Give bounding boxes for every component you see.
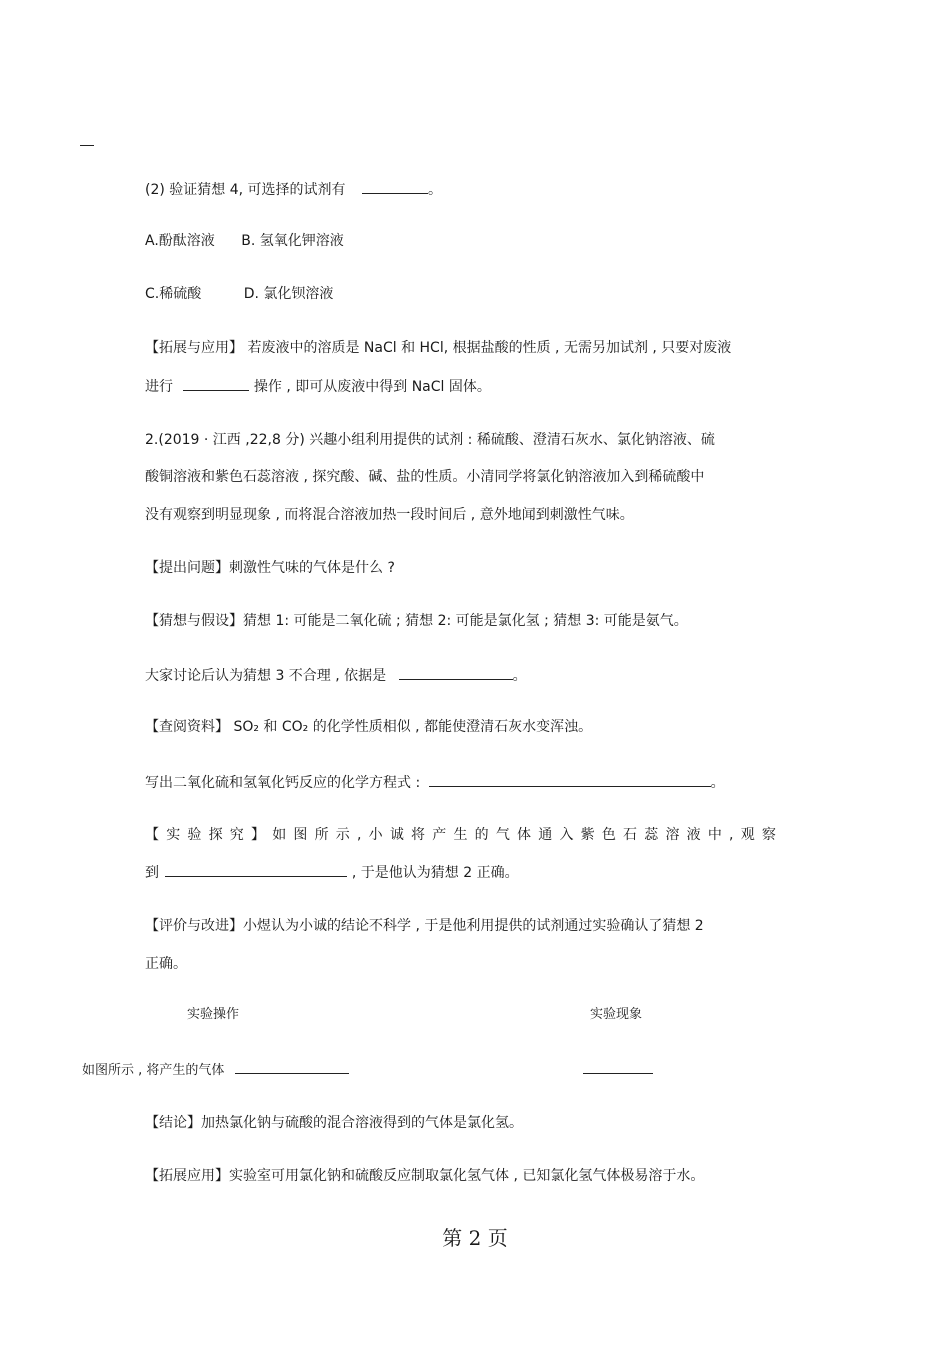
question-2-text: (2) 验证猜想 4, 可选择的试剂有: [145, 182, 346, 198]
explore-line-2: 到 , 于是他认为猜想 2 正确。: [145, 862, 519, 883]
options-row-1: [145, 231, 344, 251]
raise-question: 【提出问题】刺激性气味的气体是什么 ?: [145, 560, 395, 576]
basis-blank[interactable]: [399, 665, 513, 680]
problem-2-line-3: 没有观察到明显现象 , 而将混合溶液加热一段时间后 , 意外地闻到刺激性气味。: [145, 507, 634, 523]
problem-2-line-1: 2.(2019 · 江西 ,22,8 分) 兴趣小组利用提供的试剂 : 稀硫酸、澄清石灰水、氯化钠溶液、硫: [145, 432, 715, 448]
evaluate-line-1: 【评价与改进】小煜认为小诚的结论不科学 , 于是他利用提供的试剂通过实验确认了猜想 2: [145, 918, 704, 934]
operation-fill-blank[interactable]: [235, 1059, 349, 1074]
top-dash-mark: [80, 145, 94, 146]
problem-2-line-2: 酸铜溶液和紫色石蕊溶液 , 探究酸、碱、盐的性质。小清同学将氯化钠溶液加入到稀硫酸中: [145, 469, 705, 485]
phenomenon-blank[interactable]: [583, 1059, 653, 1074]
lookup-info: 【查阅资料】 SO₂ 和 CO₂ 的化学性质相似 , 都能使澄清石灰水变浑浊。: [145, 719, 593, 735]
equation-line: 写出二氧化硫和氢氧化钙反应的化学方程式 : 。: [145, 772, 725, 793]
hypothesis: 【猜想与假设】猜想 1: 可能是二氧化硫 ; 猜想 2: 可能是氯化氢 ; 猜想 3: 可能是氨气。: [145, 613, 688, 629]
option-d: D. 氯化钡溶液: [243, 286, 334, 302]
discussion-line: 大家讨论后认为猜想 3 不合理 , 依据是 。: [145, 665, 527, 686]
explore-line-1: 【实验探究】如图所示,小诚将产生的气体通入紫色石蕊溶液中,观察: [145, 827, 784, 843]
answer-blank[interactable]: [362, 179, 428, 194]
options-row-2: [145, 284, 333, 304]
option-a: A.酚酞溶液: [145, 233, 215, 249]
extension-application: 【拓展应用】实验室可用氯化钠和硫酸反应制取氯化氢气体 , 已知氯化氢气体极易溶于水。: [145, 1168, 705, 1184]
observation-blank[interactable]: [165, 862, 347, 877]
table-row-operation: 如图所示 , 将产生的气体: [82, 1059, 349, 1081]
option-b: B. 氢氧化钾溶液: [241, 233, 344, 249]
evaluate-line-2: 正确。: [145, 956, 187, 972]
conclusion: 【结论】加热氯化钠与硫酸的混合溶液得到的气体是氯化氢。: [145, 1115, 523, 1131]
page-number: 第 2 页: [442, 1226, 508, 1250]
table-header-phenomenon: 实验现象: [590, 1007, 643, 1022]
table-header-operation: 实验操作: [187, 1007, 240, 1022]
extension-line-2: 进行 操作 , 即可从废液中得到 NaCl 固体。: [145, 376, 491, 397]
operation-blank[interactable]: [183, 376, 249, 391]
question-2-line: (2) 验证猜想 4, 可选择的试剂有 。: [145, 179, 442, 200]
extension-line-1: 【拓展与应用】 若废液中的溶质是 NaCl 和 HCl, 根据盐酸的性质 , 无需另加试剂 , 只要对废液: [145, 340, 732, 356]
option-c: C.稀硫酸: [145, 286, 202, 302]
table-row-phenomenon: [583, 1059, 653, 1081]
equation-blank[interactable]: [429, 772, 711, 787]
